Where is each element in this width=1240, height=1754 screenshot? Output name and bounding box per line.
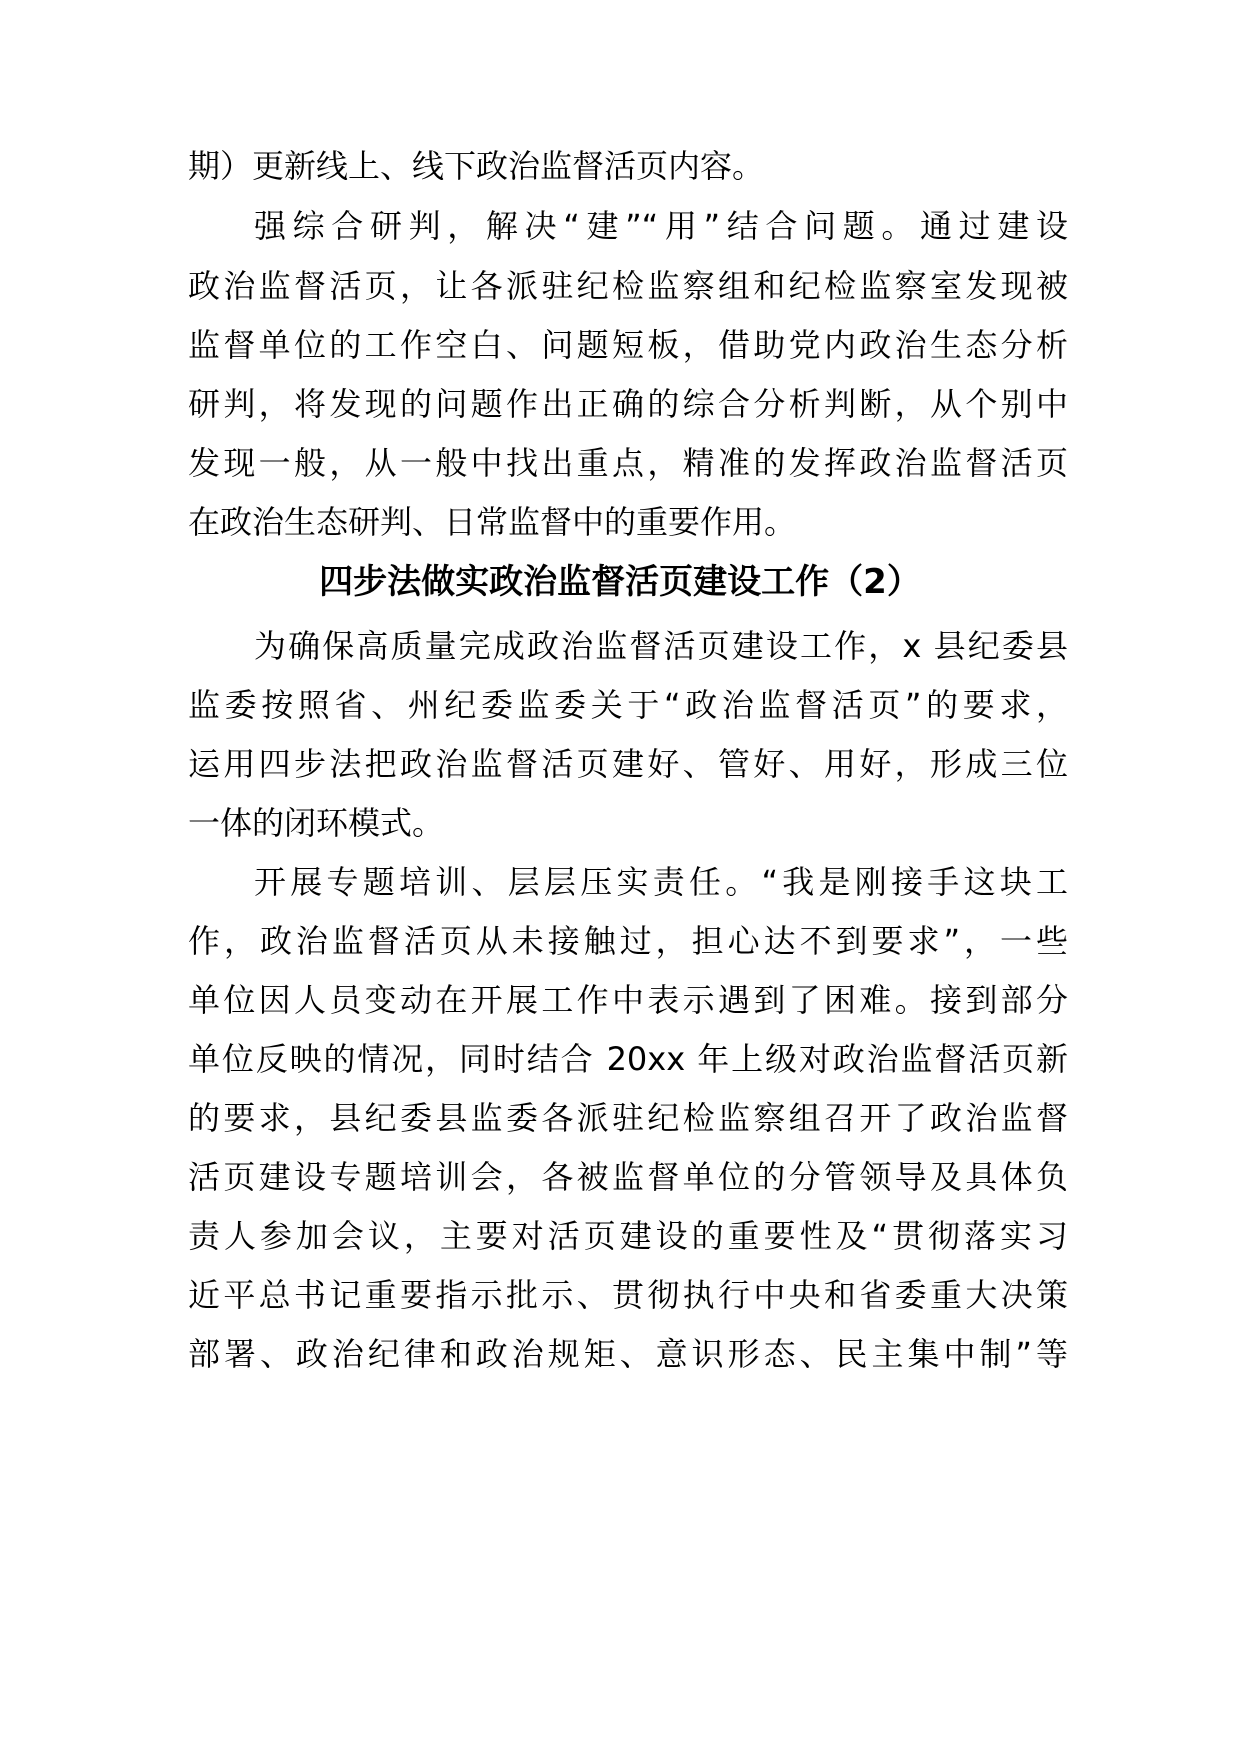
text-line: 强综合研判，解决“建”“用”结合问题。通过建设 (254, 207, 1068, 245)
text-line: 活页建设专题培训会，各被监督单位的分管领导及具体负 (188, 1158, 1068, 1196)
text-line: 单位因人员变动在开展工作中表示遇到了困难。接到部分 (188, 981, 1068, 1019)
text-line: 的要求，县纪委县监委各派驻纪检监察组召开了政治监督 (188, 1099, 1068, 1137)
text-line: 在政治生态研判、日常监督中的重要作用。 (188, 503, 797, 541)
text-line: 为确保高质量完成政治监督活页建设工作，x 县纪委县 (254, 627, 1068, 665)
text-line: 发现一般，从一般中找出重点，精准的发挥政治监督活页 (188, 444, 1068, 482)
text-line: 政治监督活页，让各派驻纪检监察组和纪检监察室发现被 (188, 267, 1068, 305)
text-line: 开展专题培训、层层压实责任。“我是刚接手这块工 (254, 863, 1068, 901)
text-line: 部署、政治纪律和政治规矩、意识形态、民主集中制”等 (188, 1335, 1068, 1373)
text-line: 作，政治监督活页从未接触过，担心达不到要求”，一些 (188, 922, 1068, 960)
text-line: 运用四步法把政治监督活页建好、管好、用好，形成三位 (188, 745, 1068, 783)
text-line: 监委按照省、州纪委监委关于“政治监督活页”的要求， (188, 686, 1068, 724)
text-line: 责人参加会议，主要对活页建设的重要性及“贯彻落实习 (188, 1217, 1068, 1255)
text-line: 单位反映的情况，同时结合 20xx 年上级对政治监督活页新 (188, 1040, 1068, 1078)
text-line: 监督单位的工作空白、问题短板，借助党内政治生态分析 (188, 326, 1068, 364)
text-line: 期）更新线上、线下政治监督活页内容。 (188, 147, 765, 185)
text-line: 研判，将发现的问题作出正确的综合分析判断，从个别中 (188, 385, 1068, 423)
text-line: 近平总书记重要指示批示、贯彻执行中央和省委重大决策 (188, 1276, 1068, 1314)
text-line: 一体的闭环模式。 (188, 804, 445, 842)
section-heading: 四步法做实政治监督活页建设工作（2） (319, 562, 921, 602)
